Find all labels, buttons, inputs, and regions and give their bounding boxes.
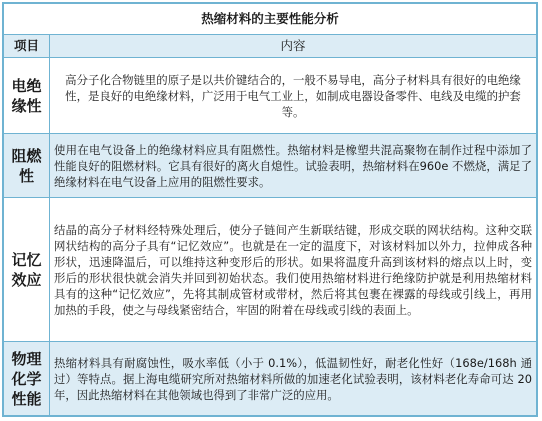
table-row xyxy=(4,198,537,342)
row-label: 电绝缘性 xyxy=(4,58,50,134)
table-row xyxy=(4,134,537,198)
table-title-row xyxy=(4,4,537,35)
table-row xyxy=(4,58,537,134)
row-content xyxy=(50,58,537,134)
table-header-row xyxy=(4,35,537,58)
row-text: 热缩材料具有耐腐蚀性，吸水率低（小于 0.1%），低温韧性好，耐老化性好（168e/168h 通过）等特点。据上海电缆研究所对热缩材料所做的加速老化试验表明，该材料老化寿命可达 20 年，因此热缩材料在其他领域也得到了非常广泛的应用。 xyxy=(54,355,532,402)
row-text: 使用在电气设备上的绝缘材料应具有阻燃性。热缩材料是橡塑共混高聚物在制作过程中添加了性能良好的阻燃材料。它具有很好的离火自熄性。试验表明，热缩材料在960e 不燃烧，满足了绝缘材料在电气设备上应用的阻燃性要求。 xyxy=(54,142,532,189)
performance-table-container xyxy=(2,2,538,417)
performance-table xyxy=(3,3,537,416)
row-label: 物理化学性能 xyxy=(4,342,50,416)
row-label: 记忆效应 xyxy=(4,198,50,342)
row-content xyxy=(50,134,537,198)
row-text: 结晶的高分子材料经特殊处理后，使分子链间产生新联结键，形成交联的网状结构。这种交联网状结构的高分子具有“记忆效应”。也就是在一定的温度下，对该材料加以外力，拉伸成各种形状，迅速降温后，可以维持这种变形后的形状。如果将温度升高到该材料的熔点以上时，变形后的形状很快就会消失并回到初始状态。我们使用热缩材料进行绝缘防护就是利用热缩材料具有的这种“记忆效应”，先将其制成管材或带材，然后将其包裹在裸露的母线或引线上，再用加热的手段，使之与母线紧密结合，牢固的附着在母线或引线的表面上。 xyxy=(54,222,532,317)
table-row xyxy=(4,342,537,416)
header-item: 项目 xyxy=(4,35,50,58)
row-label: 阻燃性 xyxy=(4,134,50,198)
row-text: 高分子化合物链里的原子是以共价键结合的，一般不易导电，高分子材料具有很好的电绝缘性，是良好的电绝缘材料，广泛用于电气工业上，如制成电器设备零件、电线及电缆的护套等。 xyxy=(65,72,521,119)
row-content xyxy=(50,198,537,342)
row-content xyxy=(50,342,537,416)
header-content: 内容 xyxy=(50,35,537,58)
table-title: 热缩材料的主要性能分析 xyxy=(4,4,537,35)
